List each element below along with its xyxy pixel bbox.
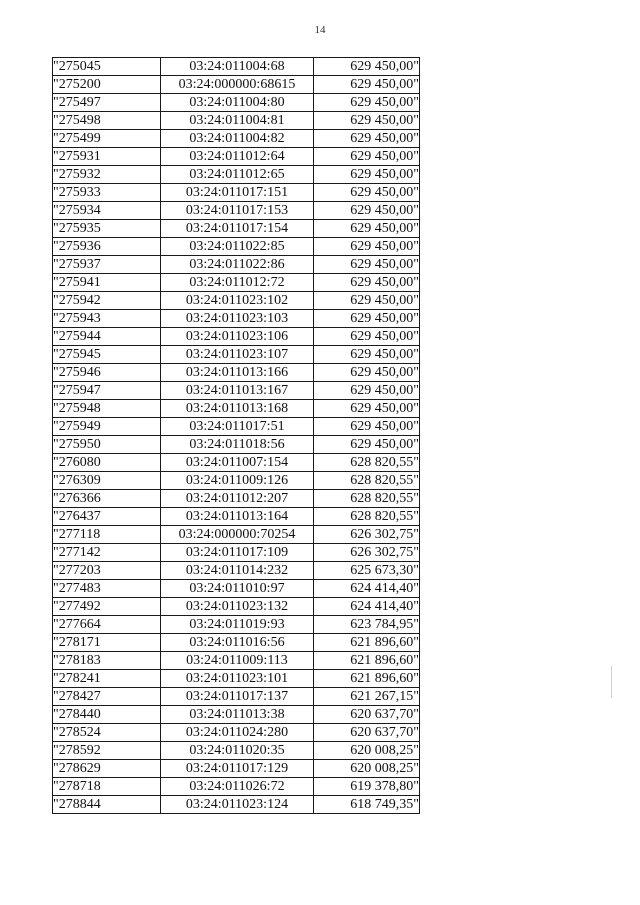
- table-row: [53, 58, 420, 76]
- table-row: [53, 256, 420, 274]
- table-row: [53, 148, 420, 166]
- cadastral-number-cell: 03:24:011010:97: [161, 580, 314, 598]
- price-cell: 623 784,95": [314, 616, 420, 634]
- cadastral-number-cell: 03:24:011009:126: [161, 472, 314, 490]
- object-id-cell: "277483: [53, 580, 161, 598]
- object-id-cell: "278629: [53, 760, 161, 778]
- object-id-cell: "277142: [53, 544, 161, 562]
- object-id-cell: "278844: [53, 796, 161, 814]
- object-id-cell: "275934: [53, 202, 161, 220]
- price-cell: 629 450,00": [314, 148, 420, 166]
- table-row: [53, 184, 420, 202]
- cadastral-number-cell: 03:24:011023:101: [161, 670, 314, 688]
- table-row: [53, 454, 420, 472]
- table-row: [53, 670, 420, 688]
- table-row: [53, 238, 420, 256]
- property-table: [52, 57, 420, 814]
- object-id-cell: "275937: [53, 256, 161, 274]
- price-cell: 628 820,55": [314, 490, 420, 508]
- object-id-cell: "276080: [53, 454, 161, 472]
- cadastral-number-cell: 03:24:011004:81: [161, 112, 314, 130]
- table-row: [53, 526, 420, 544]
- price-cell: 629 450,00": [314, 310, 420, 328]
- price-cell: 626 302,75": [314, 526, 420, 544]
- cadastral-number-cell: 03:24:011023:107: [161, 346, 314, 364]
- table-row: [53, 292, 420, 310]
- table-row: [53, 274, 420, 292]
- object-id-cell: "275944: [53, 328, 161, 346]
- table-row: [53, 328, 420, 346]
- price-cell: 629 450,00": [314, 346, 420, 364]
- table-row: [53, 310, 420, 328]
- price-cell: 624 414,40": [314, 580, 420, 598]
- price-cell: 629 450,00": [314, 130, 420, 148]
- object-id-cell: "275933: [53, 184, 161, 202]
- object-id-cell: "275200: [53, 76, 161, 94]
- table-row: [53, 130, 420, 148]
- cadastral-number-cell: 03:24:011012:207: [161, 490, 314, 508]
- table-row: [53, 76, 420, 94]
- cadastral-number-cell: 03:24:011022:85: [161, 238, 314, 256]
- cadastral-number-cell: 03:24:011013:167: [161, 382, 314, 400]
- price-cell: 619 378,80": [314, 778, 420, 796]
- price-cell: 629 450,00": [314, 112, 420, 130]
- price-cell: 621 896,60": [314, 670, 420, 688]
- object-id-cell: "275499: [53, 130, 161, 148]
- cadastral-number-cell: 03:24:011017:109: [161, 544, 314, 562]
- object-id-cell: "275936: [53, 238, 161, 256]
- object-id-cell: "275497: [53, 94, 161, 112]
- price-cell: 629 450,00": [314, 418, 420, 436]
- table-row: [53, 544, 420, 562]
- table-row: [53, 202, 420, 220]
- table-row: [53, 742, 420, 760]
- cadastral-number-cell: 03:24:011004:82: [161, 130, 314, 148]
- object-id-cell: "276366: [53, 490, 161, 508]
- margin-mark: [611, 666, 612, 698]
- table-row: [53, 112, 420, 130]
- object-id-cell: "277203: [53, 562, 161, 580]
- object-id-cell: "275943: [53, 310, 161, 328]
- price-cell: 629 450,00": [314, 328, 420, 346]
- cadastral-number-cell: 03:24:011017:51: [161, 418, 314, 436]
- cadastral-number-cell: 03:24:011019:93: [161, 616, 314, 634]
- table-row: [53, 796, 420, 814]
- table-row: [53, 652, 420, 670]
- price-cell: 620 008,25": [314, 742, 420, 760]
- price-cell: 620 008,25": [314, 760, 420, 778]
- table-row: [53, 598, 420, 616]
- object-id-cell: "275947: [53, 382, 161, 400]
- table-row: [53, 616, 420, 634]
- price-cell: 626 302,75": [314, 544, 420, 562]
- price-cell: 628 820,55": [314, 508, 420, 526]
- table-row: [53, 760, 420, 778]
- table-row: [53, 364, 420, 382]
- price-cell: 629 450,00": [314, 220, 420, 238]
- cadastral-number-cell: 03:24:011023:132: [161, 598, 314, 616]
- price-cell: 629 450,00": [314, 76, 420, 94]
- table-row: [53, 220, 420, 238]
- object-id-cell: "276437: [53, 508, 161, 526]
- table-row: [53, 508, 420, 526]
- cadastral-number-cell: 03:24:011023:106: [161, 328, 314, 346]
- cadastral-number-cell: 03:24:011020:35: [161, 742, 314, 760]
- object-id-cell: "275946: [53, 364, 161, 382]
- object-id-cell: "275948: [53, 400, 161, 418]
- price-cell: 629 450,00": [314, 382, 420, 400]
- cadastral-number-cell: 03:24:011004:80: [161, 94, 314, 112]
- table-row: [53, 634, 420, 652]
- object-id-cell: "277664: [53, 616, 161, 634]
- cadastral-number-cell: 03:24:011017:154: [161, 220, 314, 238]
- object-id-cell: "275045: [53, 58, 161, 76]
- cadastral-number-cell: 03:24:011007:154: [161, 454, 314, 472]
- price-cell: 621 267,15": [314, 688, 420, 706]
- table-row: [53, 472, 420, 490]
- table-row: [53, 778, 420, 796]
- cadastral-number-cell: 03:24:011013:168: [161, 400, 314, 418]
- table-row: [53, 382, 420, 400]
- price-cell: 629 450,00": [314, 184, 420, 202]
- cadastral-number-cell: 03:24:011017:153: [161, 202, 314, 220]
- price-cell: 620 637,70": [314, 724, 420, 742]
- page-number: 14: [314, 24, 326, 36]
- object-id-cell: "275935: [53, 220, 161, 238]
- object-id-cell: "275498: [53, 112, 161, 130]
- cadastral-number-cell: 03:24:011012:64: [161, 148, 314, 166]
- table-row: [53, 400, 420, 418]
- cadastral-number-cell: 03:24:011023:102: [161, 292, 314, 310]
- price-cell: 629 450,00": [314, 436, 420, 454]
- cadastral-number-cell: 03:24:011017:129: [161, 760, 314, 778]
- object-id-cell: "275931: [53, 148, 161, 166]
- price-cell: 629 450,00": [314, 238, 420, 256]
- cadastral-number-cell: 03:24:000000:68615: [161, 76, 314, 94]
- cadastral-number-cell: 03:24:011023:124: [161, 796, 314, 814]
- price-cell: 625 673,30": [314, 562, 420, 580]
- price-cell: 621 896,60": [314, 634, 420, 652]
- object-id-cell: "278718: [53, 778, 161, 796]
- price-cell: 629 450,00": [314, 202, 420, 220]
- table-row: [53, 94, 420, 112]
- table-row: [53, 166, 420, 184]
- table-row: [53, 346, 420, 364]
- object-id-cell: "275945: [53, 346, 161, 364]
- price-cell: 629 450,00": [314, 400, 420, 418]
- object-id-cell: "275941: [53, 274, 161, 292]
- cadastral-number-cell: 03:24:011024:280: [161, 724, 314, 742]
- price-cell: 629 450,00": [314, 256, 420, 274]
- cadastral-number-cell: 03:24:011012:65: [161, 166, 314, 184]
- price-cell: 629 450,00": [314, 364, 420, 382]
- table-row: [53, 706, 420, 724]
- price-cell: 624 414,40": [314, 598, 420, 616]
- object-id-cell: "277492: [53, 598, 161, 616]
- price-cell: 620 637,70": [314, 706, 420, 724]
- cadastral-number-cell: 03:24:011013:38: [161, 706, 314, 724]
- cadastral-number-cell: 03:24:011017:151: [161, 184, 314, 202]
- cadastral-number-cell: 03:24:011026:72: [161, 778, 314, 796]
- table-row: [53, 688, 420, 706]
- price-cell: 629 450,00": [314, 58, 420, 76]
- price-cell: 618 749,35": [314, 796, 420, 814]
- table-body: [53, 58, 420, 814]
- object-id-cell: "276309: [53, 472, 161, 490]
- price-cell: 621 896,60": [314, 652, 420, 670]
- cadastral-number-cell: 03:24:011017:137: [161, 688, 314, 706]
- price-cell: 628 820,55": [314, 454, 420, 472]
- cadastral-number-cell: 03:24:011014:232: [161, 562, 314, 580]
- object-id-cell: "278524: [53, 724, 161, 742]
- object-id-cell: "278440: [53, 706, 161, 724]
- object-id-cell: "278171: [53, 634, 161, 652]
- object-id-cell: "278241: [53, 670, 161, 688]
- object-id-cell: "278183: [53, 652, 161, 670]
- cadastral-number-cell: 03:24:011013:166: [161, 364, 314, 382]
- table-row: [53, 490, 420, 508]
- object-id-cell: "275949: [53, 418, 161, 436]
- cadastral-number-cell: 03:24:011012:72: [161, 274, 314, 292]
- object-id-cell: "275942: [53, 292, 161, 310]
- cadastral-number-cell: 03:24:011009:113: [161, 652, 314, 670]
- table-row: [53, 436, 420, 454]
- object-id-cell: "275932: [53, 166, 161, 184]
- price-cell: 629 450,00": [314, 94, 420, 112]
- price-cell: 629 450,00": [314, 274, 420, 292]
- table-row: [53, 418, 420, 436]
- table-row: [53, 562, 420, 580]
- cadastral-number-cell: 03:24:011023:103: [161, 310, 314, 328]
- cadastral-number-cell: 03:24:011016:56: [161, 634, 314, 652]
- cadastral-number-cell: 03:24:011022:86: [161, 256, 314, 274]
- table-row: [53, 580, 420, 598]
- object-id-cell: "277118: [53, 526, 161, 544]
- cadastral-number-cell: 03:24:011004:68: [161, 58, 314, 76]
- cadastral-number-cell: 03:24:011013:164: [161, 508, 314, 526]
- object-id-cell: "278427: [53, 688, 161, 706]
- object-id-cell: "278592: [53, 742, 161, 760]
- price-cell: 629 450,00": [314, 292, 420, 310]
- cadastral-number-cell: 03:24:011018:56: [161, 436, 314, 454]
- price-cell: 628 820,55": [314, 472, 420, 490]
- cadastral-number-cell: 03:24:000000:70254: [161, 526, 314, 544]
- price-cell: 629 450,00": [314, 166, 420, 184]
- object-id-cell: "275950: [53, 436, 161, 454]
- table-row: [53, 724, 420, 742]
